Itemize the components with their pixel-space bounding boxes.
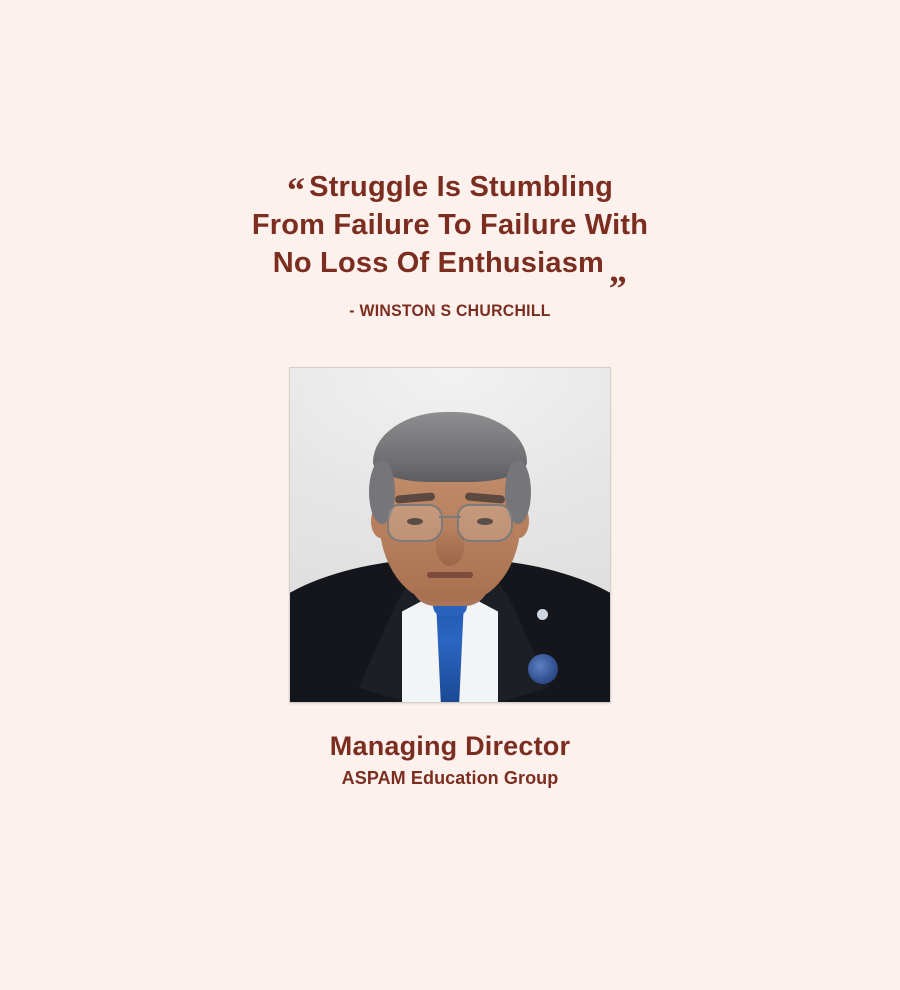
portrait-caption — [330, 731, 570, 789]
eyebrow-left — [395, 492, 436, 503]
quote-line-3-text: No Loss Of Enthusiasm — [272, 247, 605, 279]
head-shape — [379, 420, 521, 602]
quote-line-2-text: From Failure To Failure With — [251, 209, 649, 241]
organization-name: ASPAM Education Group — [341, 768, 559, 788]
portrait-photo — [290, 368, 610, 702]
nose-shape — [436, 528, 464, 566]
quote-line-2 — [100, 206, 800, 244]
quote-attribution: - WINSTON S CHURCHILL — [349, 301, 551, 320]
quote-line-3 — [100, 244, 800, 290]
quote-text — [100, 168, 800, 290]
close-quote-icon: „ — [609, 250, 628, 290]
quote-block — [100, 168, 800, 321]
eyeglass-lens-left — [387, 504, 443, 542]
eyeglass-bridge — [439, 516, 461, 518]
quote-line-1 — [100, 168, 800, 210]
open-quote-icon: “ — [286, 170, 306, 210]
quote-line-1-text: Struggle Is Stumbling — [309, 171, 614, 203]
hair-top — [373, 412, 527, 482]
role-title: Managing Director — [329, 731, 571, 761]
eyebrow-right — [465, 492, 506, 503]
lapel-pin — [537, 609, 548, 620]
portrait-frame — [289, 367, 611, 703]
mouth-shape — [427, 572, 473, 578]
eyeglass-lens-right — [457, 504, 513, 542]
pocket-flower — [528, 654, 558, 684]
